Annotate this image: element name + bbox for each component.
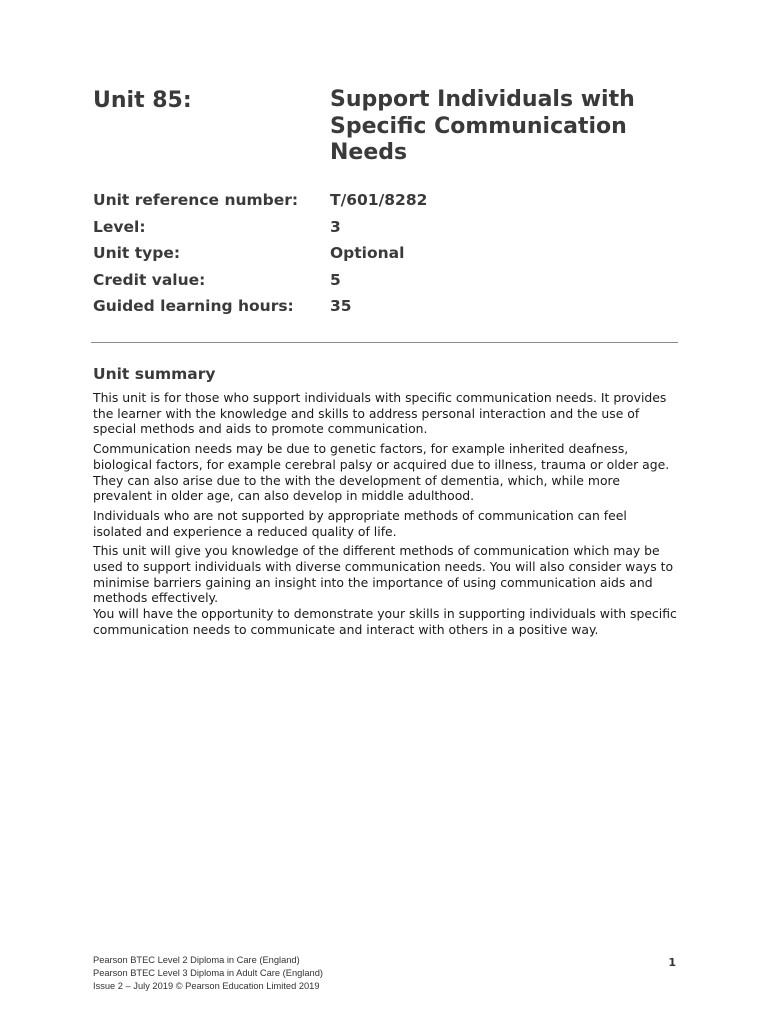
summary-paragraph: This unit is for those who support individuals with specific communication needs. It provides the learner with the knowledge and skills to address personal interaction and the use of special methods and aids to promote communication. (93, 390, 667, 437)
credit-value-label: Credit value: (93, 270, 206, 289)
unit-details (93, 187, 683, 320)
credit-value-row (93, 267, 683, 294)
section-divider (91, 342, 678, 343)
footer-line: Issue 2 – July 2019 © Pearson Education Limited 2019 (93, 981, 320, 991)
unit-type-value: Optional (330, 244, 405, 263)
unit-type-row (93, 240, 683, 267)
unit-summary-heading: Unit summary (93, 365, 216, 383)
level-value: 3 (330, 217, 341, 236)
unit-summary-section (93, 364, 678, 642)
footer-line: Pearson BTEC Level 2 Diploma in Care (England) (93, 955, 300, 965)
summary-paragraph: You will have the opportunity to demonstrate your skills in supporting individuals with specific communication needs to communicate and interact with others in a positive way. (93, 606, 677, 637)
guided-learning-hours-label: Guided learning hours: (93, 297, 294, 316)
level-label: Level: (93, 217, 146, 236)
summary-paragraph: This unit will give you knowledge of the different methods of communication which may be used to support individuals with diverse communication needs. You will also consider ways to minimise barriers gaining an insight into the importance of using communication aids and methods effectively. (93, 543, 674, 606)
footer-line: Pearson BTEC Level 3 Diploma in Adult Care (England) (93, 968, 323, 978)
guided-learning-hours-value: 35 (330, 297, 352, 316)
page-number: 1 (668, 956, 676, 969)
guided-learning-hours-row (93, 293, 683, 320)
summary-paragraph: Individuals who are not supported by appropriate methods of communication can feel isolated and experience a reduced quality of life. (93, 507, 627, 539)
unit-type-label: Unit type: (93, 244, 181, 263)
unit-reference-label: Unit reference number: (93, 191, 299, 210)
page-footer (93, 954, 393, 993)
unit-number: Unit 85: (93, 88, 192, 113)
unit-reference-value: T/601/8282 (330, 191, 428, 210)
unit-reference-row (93, 187, 683, 214)
summary-paragraph: Communication needs may be due to genetic factors, for example inherited deafness, biological factors, for example cerebral palsy or acquired due to illness, trauma or older age. They can also arise due to the with the development of dementia, which, while more prevalent in older age, can also develop in middle adulthood. (93, 441, 670, 504)
level-row (93, 214, 683, 241)
unit-title: Support Individuals with Specific Communication Needs (330, 87, 635, 165)
credit-value-value: 5 (330, 270, 341, 289)
unit-header (93, 87, 683, 167)
